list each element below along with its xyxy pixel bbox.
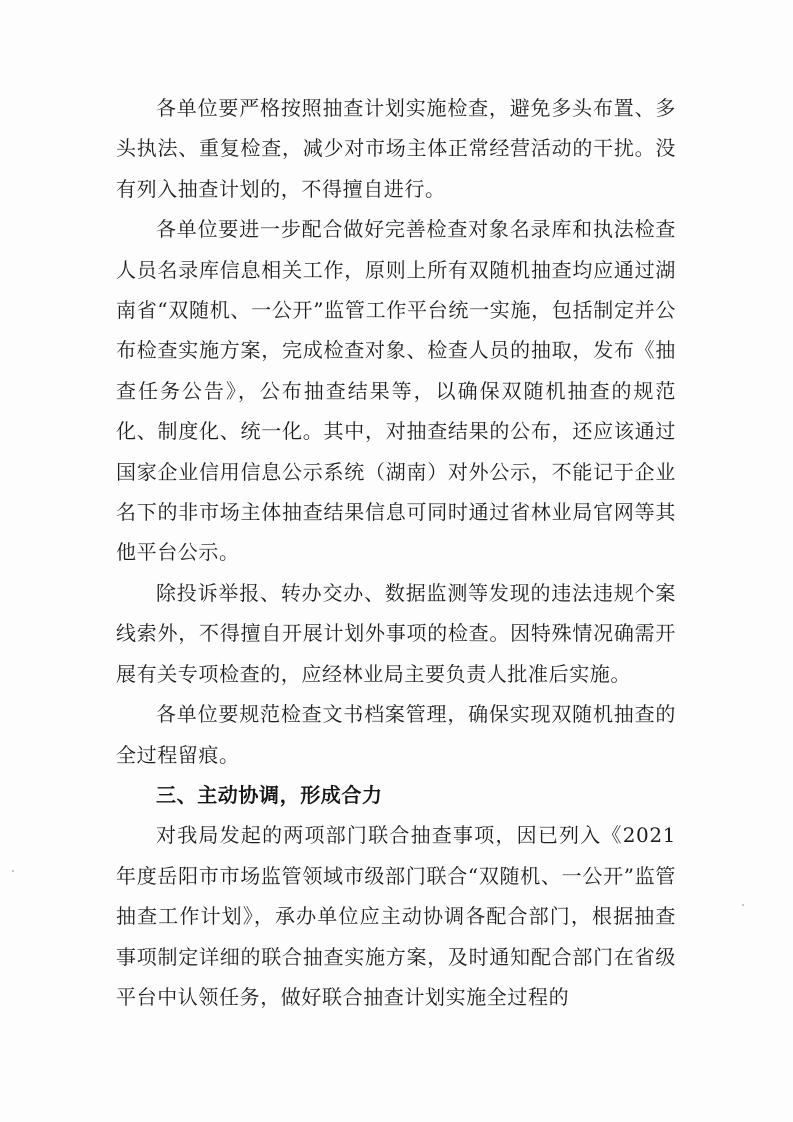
paragraph-inspection-plan: 各单位要严格按照抽查计划实施检查，避免多头布置、多头执法、重复检查，减少对市场主体正常经营活动的干扰。没有列入抽查计划的，不得擅自进行。 bbox=[116, 96, 676, 201]
paragraph-special-inspection: 除投诉举报、转办交办、数据监测等发现的违法违规个案线索外，不得擅自开展计划外事项的检查。因特殊情况确需开展有关专项检查的，应经林业局主要负责人批准后实施。 bbox=[116, 580, 676, 686]
paragraph-platform-implementation: 各单位要进一步配合做好完善检查对象名录库和执法检查人员名录库信息相关工作，原则上所有双随机抽查均应通过湖南省“双随机、一公开”监管工作平台统一实施，包括制定并公布检查实施方案，完成检查对象、检查人员的抽取，发布《抽查任务公告》，公布抽查结果等，以确保双随机抽查的规范化、制度化、统一化。其中，对抽查结果的公布，还应该通过国家企业信用信息公示系统（湖南）对外公示，不能记于企业名下的非市场主体抽查结果信息可同时通过省林业局官网等其他平台公示。 bbox=[116, 217, 676, 565]
section-heading-coordination: 三、主动协调，形成合力 bbox=[156, 782, 383, 807]
scan-speck bbox=[12, 870, 14, 872]
paragraph-joint-inspection: 对我局发起的两项部门联合抽查事项，因已列入《2021年度岳阳市市场监管领域市级部门联合“双随机、一公开”监管抽查工作计划》，承办单位应主动协调各配合部门，根据抽查事项制定详细的联合抽查实施方案，及时通知配合部门在省级平台中认领任务，做好联合抽查计划实施全过程的 bbox=[116, 823, 676, 1009]
paragraph-archive-management: 各单位要规范检查文书档案管理，确保实现双随机抽查的全过程留痕。 bbox=[116, 702, 676, 767]
document-body bbox=[116, 88, 676, 1017]
scan-speck bbox=[742, 904, 744, 906]
